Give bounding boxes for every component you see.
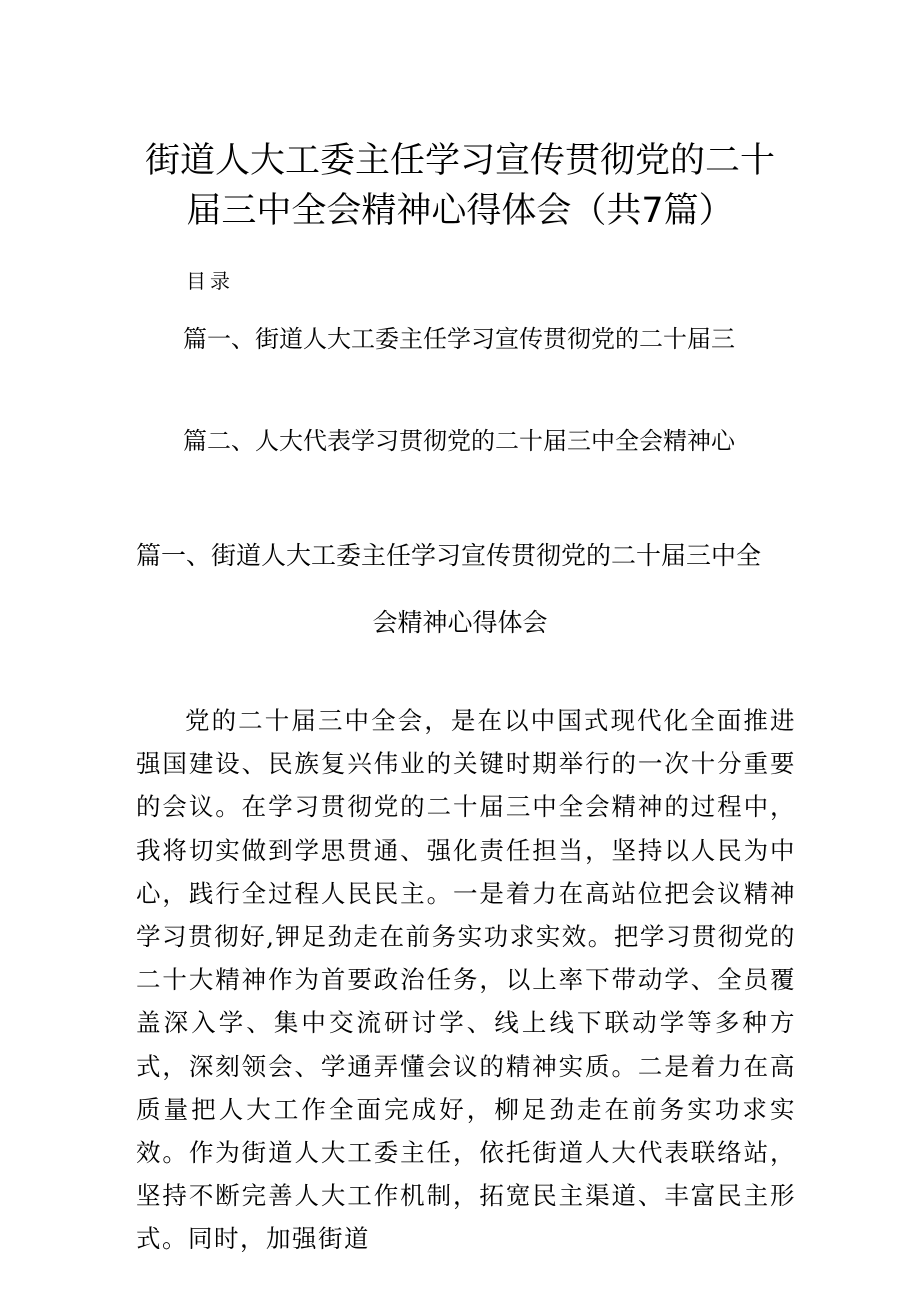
body-paragraph: 党的二十届三中全会，是在以中国式现代化全面推进强国建设、民族复兴伟业的关键时期举行的一次十分重要的会议。在学习贯彻党的二十届三中全会精神的过程中，我将切实做到学思贯通、强化责任担当，坚持以人民为中心，践行全过程人民民主。一是着力在高站位把会议精神学习贯彻好,钾足劲走在前务实功求实效。把学习贯彻党的二十大精神作为首要政治任务，以上率下带动学、全员覆盖深入学、集中交流研讨学、线上线下联动学等多种方式，深刻领会、学通弄懂会议的精神实质。二是着力在高质量把人大工作全面完成好，柳足劲走在前务实功求实效。作为街道人大工委主任，依托街道人大代表联络站，坚持不断完善人大工作机制，拓宽民主渠道、丰富民主形式。同时，加强街道 bbox=[136, 706, 796, 1254]
title-line-1: 街道人大工委主任学习宣传贯彻党的二十 bbox=[144, 141, 775, 181]
document-title bbox=[0, 136, 920, 236]
title-line-2: 届三中全会精神心得体会（共7篇） bbox=[186, 191, 734, 231]
section-heading-line-2: 会精神心得体会 bbox=[372, 608, 548, 637]
toc-item-2[interactable]: 篇二、人大代表学习贯彻党的二十届三中全会精神心 bbox=[183, 427, 735, 455]
section-heading-line-1: 篇一、街道人大工委主任学习宣传贯彻党的二十届三中全 bbox=[136, 541, 762, 570]
toc-item-1[interactable]: 篇一、街道人大工委主任学习宣传贯彻党的二十届三 bbox=[183, 325, 735, 353]
toc-label: 目录 bbox=[186, 269, 234, 293]
